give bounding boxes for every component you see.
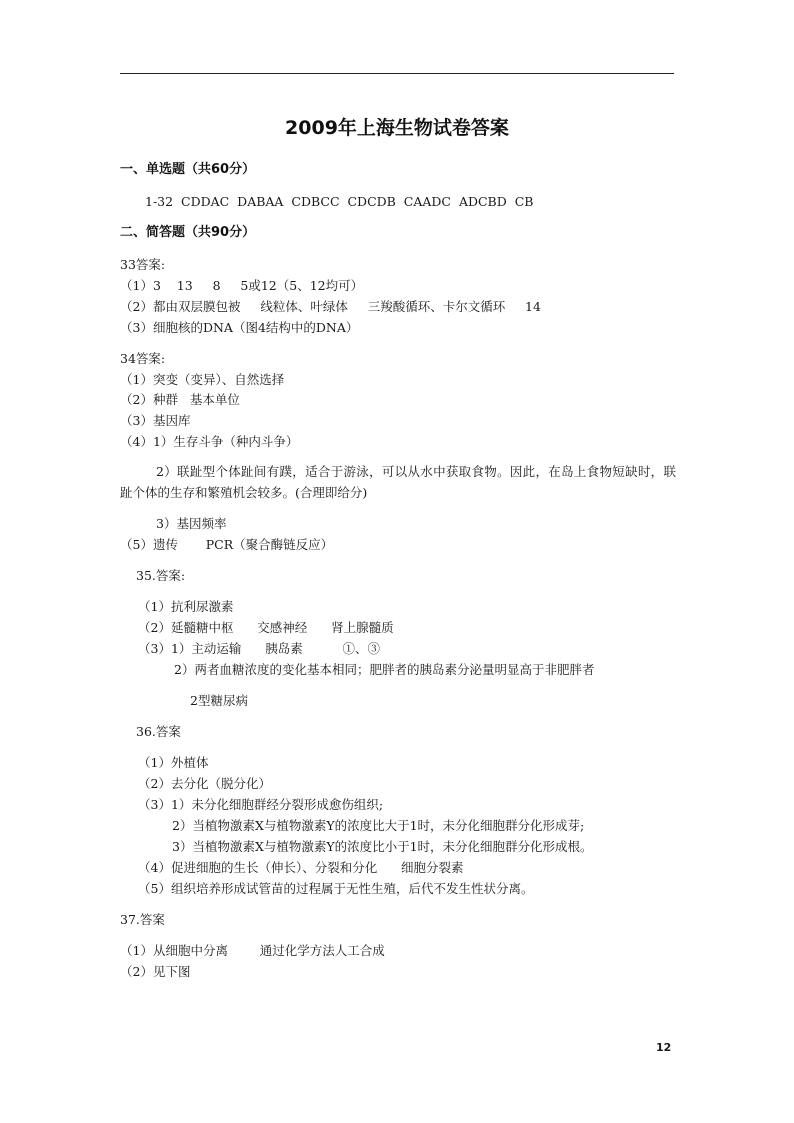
q34-answer-5: （5）遗传 PCR（聚合酶链反应） bbox=[120, 537, 334, 552]
q35-label: 35.答案: bbox=[136, 568, 186, 583]
q36-answer-4: （4）促进细胞的生长（伸长）、分裂和分化 细胞分裂素 bbox=[138, 860, 464, 875]
section-heading-short-answer: 二、简答题（共90分） bbox=[120, 225, 256, 240]
q35-answer-3: （3）1）主动运输 胰岛素 ①、③ bbox=[138, 641, 380, 656]
q35-answer-2: （2）延髓糖中枢 交感神经 肾上腺髓质 bbox=[138, 620, 394, 635]
q34-label: 34答案: bbox=[120, 351, 166, 366]
single-choice-answers: 1-32 CDDAC DABAA CDBCC CDCDB CAADC ADCBD CB bbox=[145, 194, 534, 209]
q34-answer-1: （1）突变（变异）、自然选择 bbox=[120, 372, 285, 387]
q36-answer-3-sub3: 3）当植物激素X与植物激素Y的浓度比小于1时，未分化细胞群分化形成根。 bbox=[172, 839, 593, 854]
header-rule bbox=[120, 73, 674, 74]
q34-paragraph: 2）联趾型个体趾间有蹼，适合于游泳，可以从水中获取食物。因此，在岛上食物短缺时，联趾个体的生存和繁殖机会较多。(合理即给分) bbox=[120, 464, 676, 500]
document-title: 2009年上海生物试卷答案 bbox=[285, 117, 509, 139]
q35-answer-3-sub2: 2）两者血糖浓度的变化基本相同；肥胖者的胰岛素分泌量明显高于非肥胖者 bbox=[174, 662, 595, 677]
q37-answer-2: （2）见下图 bbox=[120, 964, 191, 979]
q36-answer-3-sub2: 2）当植物激素X与植物激素Y的浓度比大于1时，未分化细胞群分化形成芽; bbox=[172, 818, 585, 833]
section-heading-single-choice: 一、单选题（共60分） bbox=[120, 162, 256, 177]
q36-label: 36.答案 bbox=[136, 724, 181, 739]
q33-answer-1: （1）3 13 8 5或12（5、12均可） bbox=[120, 278, 364, 293]
page-number: 12 bbox=[656, 1041, 672, 1054]
q36-answer-1: （1）外植体 bbox=[138, 755, 209, 770]
q36-answer-3: （3）1）未分化细胞群经分裂形成愈伤组织; bbox=[138, 797, 384, 812]
q36-answer-5: （5）组织培养形成试管苗的过程属于无性生殖，后代不发生性状分离。 bbox=[138, 881, 534, 896]
q36-answer-2: （2）去分化（脱分化） bbox=[138, 776, 271, 791]
q35-answer-1: （1）抗利尿激素 bbox=[138, 599, 234, 614]
q33-label: 33答案: bbox=[120, 257, 166, 272]
q34-answer-4: （4）1）生存斗争（种内斗争） bbox=[120, 434, 299, 449]
q34-answer-3: （3）基因库 bbox=[120, 413, 191, 428]
q37-label: 37.答案 bbox=[120, 912, 165, 927]
q35-answer-3-sub3: 2型糖尿病 bbox=[190, 693, 248, 708]
q33-answer-2: （2）都由双层膜包被 线粒体、叶绿体 三羧酸循环、卡尔文循环 14 bbox=[120, 299, 541, 314]
q34-gene-frequency: 3）基因频率 bbox=[156, 516, 227, 531]
q34-answer-2: （2）种群 基本单位 bbox=[120, 392, 240, 407]
q33-answer-3: （3）细胞核的DNA（图4结构中的DNA） bbox=[120, 320, 359, 335]
q37-answer-1: （1）从细胞中分离 通过化学方法人工合成 bbox=[120, 943, 385, 958]
